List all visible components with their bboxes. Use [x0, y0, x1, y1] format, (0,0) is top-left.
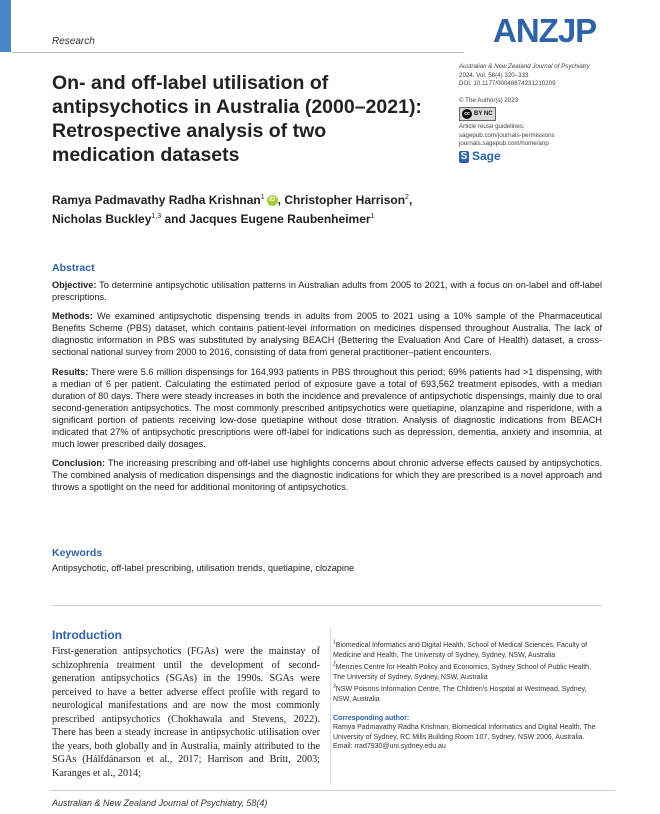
corresponding-author-heading: Corresponding author: [333, 714, 410, 722]
author-affiliation: 2 [405, 194, 409, 201]
abstract-heading: Abstract [52, 262, 95, 274]
footer-rule [50, 790, 615, 791]
author-name: Christopher Harrison [284, 193, 406, 207]
affiliation-text: Menzies Centre for Health Policy and Economics, Sydney School of Public Health, The University of Sydney, Sydney, NSW, Australia [333, 664, 592, 681]
author-separator: , [277, 193, 281, 207]
publisher-logo [459, 151, 649, 163]
conclusion-text: The increasing prescribing and off-label use highlights concerns about chronic adverse effects caused by antipsychotics. The combined analysis of medication dispensings and the diagnostic indications for which they are prescribed is a novel approach and throws a spotlight on the need for additional monitoring of antipsychotics. [52, 458, 603, 493]
author-separator: , [408, 193, 413, 207]
reuse-label: Article reuse guidelines: [459, 123, 525, 130]
affiliation-number: 2 [333, 661, 336, 668]
affiliation-text: Biomedical Informatics and Digital Health, School of Medical Sciences, Faculty of Medicine and Health, The University of Sydney, Sydney, NSW, Australia [333, 642, 588, 659]
introduction-heading: Introduction [52, 628, 122, 642]
section-divider [52, 605, 602, 606]
abstract-objective [52, 279, 602, 303]
author-affiliation: 1,3 [151, 213, 162, 220]
conclusion-label: Conclusion: [52, 458, 106, 469]
author-separator: and [164, 212, 186, 226]
abstract-results [52, 366, 602, 451]
affiliation-note [333, 663, 601, 682]
sage-logo-icon: S [460, 150, 468, 162]
publisher-name: Sage [472, 149, 501, 164]
affiliation-number: 3 [333, 684, 336, 691]
footnotes [333, 641, 601, 752]
methods-label: Methods: [52, 311, 93, 322]
creative-commons-icon: cc [462, 109, 472, 119]
affiliation-text: NSW Poisons Information Centre, The Children's Hospital at Westmead, Sydney, NSW, Australia [333, 686, 587, 703]
journal-name: Australian & New Zealand Journal of Psychiatry [459, 63, 590, 70]
author-affiliation: 1 [370, 213, 375, 220]
author-name: Ramya Padmavathy Radha Krishnan [52, 193, 261, 207]
affiliation-note [333, 641, 601, 660]
affiliation-number: 1 [333, 639, 336, 646]
journal-home-link[interactable]: journals.sagepub.com/home/anp [459, 140, 549, 147]
abstract-conclusion [52, 457, 602, 493]
copyright: © The Author(s) 2023 [459, 96, 519, 104]
orcid-icon[interactable]: iD [267, 195, 278, 206]
objective-text: To determine antipsychotic utilisation patterns in Australian adults from 2005 to 2021, with a focus on on-label and off-label prescriptions. [52, 280, 602, 303]
keywords-heading: Keywords [52, 547, 103, 559]
cc-license-badge[interactable] [459, 107, 496, 121]
methods-text: We examined antipsychotic dispensing trends in adults from 2005 to 2021 using a 10% sample of the Pharmaceutical Benefits Scheme (PBS) dataset, which contains patient-level information on medicines dispensed throughout Australia. The lack of diagnostic information in PBS was substituted by analysing BEACH (Bettering the Evaluation And Care of Health) dataset, a cross-sectional national survey from 2000 to 2016, consisting of data from general practitioner–patient encounters. [52, 311, 602, 358]
article-title: On- and off-label utilisation of antipsychotics in Australia (2000–2021): Retrospective analysis of two medication datasets [52, 72, 422, 166]
abstract-methods [52, 310, 602, 358]
author-name: Nicholas Buckley [52, 212, 152, 226]
accent-bar [0, 0, 11, 52]
introduction-text: First-generation antipsychotics (FGAs) were the mainstay of schizophrenia treatment until the development of second-generation antipsychotics (SGAs) in the 1990s. SGAs were perceived to have a better adverse effect profile with regard to neurological manifestations and are now the most commonly prescribed antipsychotics (Chokhawala and Stevens, 2022). There has been a steady increase in antipsychotic utilisation over the years, both globally and in Australia, mainly attributed to the SGAs (Hálfdánarson et al., 2017; Harrison and Britt, 2003; Karanges et al., 2014; [52, 646, 320, 779]
running-footer: Australian & New Zealand Journal of Psychiatry, 58(4) [52, 798, 268, 808]
author-affiliation: 1 [260, 194, 265, 201]
header-rule [11, 52, 464, 53]
doi[interactable]: DOI: 10.1177/00048674231210209 [459, 80, 556, 87]
author-name: Jacques Eugene Raubenheimer [189, 212, 371, 226]
column-divider [330, 628, 331, 785]
corresponding-email[interactable]: Email: rrad7930@uni.sydney.edu.au [333, 743, 446, 751]
results-label: Results: [52, 366, 89, 377]
journal-logo: ANZJP [493, 12, 597, 49]
results-text: There were 5.6 million dispensings for 164,993 patients in PBS throughout this period; 69% patients had >1 dispensing, with a median of 6 per patient. Calculating the estimated period of exposure gave a total of 693,562 treatment episodes, with a median duration of 80 days. There were steady increases in both the incidence and prevalence of antipsychotic dispensings, mainly due to oral second-generation antipsychotics. The most commonly prescribed antipsychotics were quetiapine, olanzapine and risperidone, with a significant portion of patients receiving low-dose quetiapine without dose titration. Analysis of diagnostic indications from BEACH indicated that 27% of antipsychotic prescriptions were off-label for indications such as depression, dementia, anxiety and insomnia, at much lower prescribed daily dosages. [52, 366, 602, 450]
corresponding-author-text: Ramya Padmavathy Radha Krishnan, Biomedical Informatics and Digital Health, The University of Sydney, RC Mills Building Room 107, Sydney, NSW 2006, Australia. [333, 724, 596, 741]
author-list [52, 191, 482, 229]
keywords-list: Antipsychotic, off-label prescribing, utilisation trends, quetiapine, clozapine [52, 563, 355, 573]
section-label: Research [52, 36, 95, 47]
objective-label: Objective: [52, 280, 97, 290]
abstract-body [52, 279, 602, 501]
article-meta [459, 63, 649, 163]
license-label: BY NC [474, 111, 493, 117]
reuse-link[interactable]: sagepub.com/journals-permissions [459, 131, 555, 139]
affiliation-note [333, 685, 601, 704]
citation: 2024, Vol. 58(4) 320–333 [459, 71, 529, 79]
